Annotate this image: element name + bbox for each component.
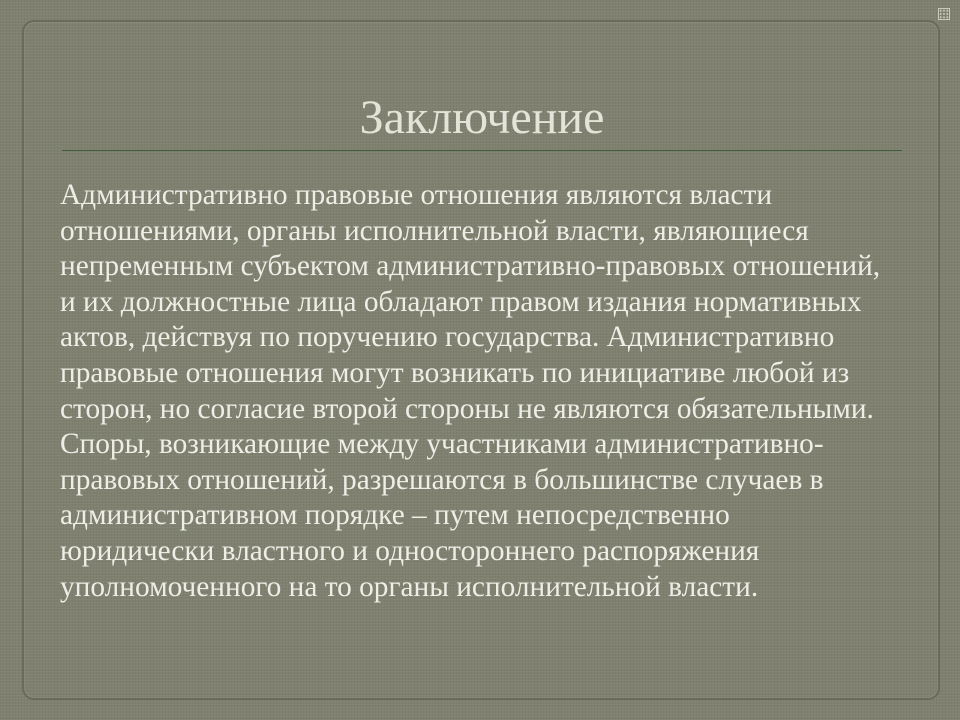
title-underline [62, 150, 902, 151]
body-text-line: отношениями, органы исполнительной власти, являющиеся [60, 214, 809, 247]
slide-title: Заключение [359, 91, 605, 144]
body-text-line: юридически властного и одностороннего распоряжения [60, 534, 760, 567]
corner-ornament-icon [938, 8, 950, 20]
body-text-line: Споры, возникающие между участниками административно- [60, 428, 824, 461]
body-text-line: актов, действуя по поручению государства. Административно [60, 321, 835, 354]
body-text-line: Административно правовые отношения являются власти [60, 179, 773, 211]
body-text [60, 178, 940, 605]
body-text-line: сторон, но согласие второй стороны не являются обязательными. [60, 392, 874, 425]
body-text-line: правовых отношений, разрешаются в большинстве случаев в [60, 463, 824, 496]
body-text-line: уполномоченного на то органы исполнительной власти. [60, 570, 759, 603]
body-text-line: административном порядке – путем непосредственно [60, 499, 730, 532]
body-text-line: правовые отношения могут возникать по инициативе любой из [60, 356, 850, 389]
body-text-line: непременным субъектом административно-правовых отношений, [60, 250, 881, 283]
body-text-line: и их должностные лица обладают правом издания нормативных [60, 285, 862, 318]
